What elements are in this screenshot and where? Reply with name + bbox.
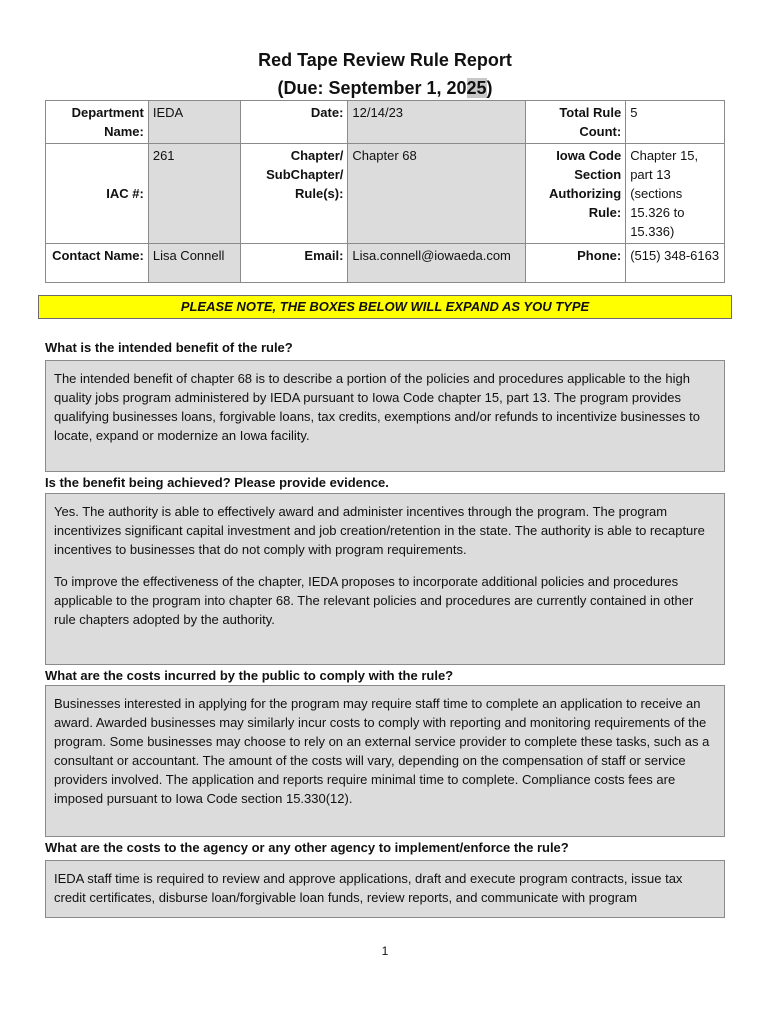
iac-label: IAC #: xyxy=(46,144,149,244)
total-rule-label: Total Rule Count: xyxy=(526,101,626,144)
phone-value[interactable]: (515) 348-6163 xyxy=(626,244,725,283)
iowa-code-value[interactable]: Chapter 15, part 13 (sections 15.326 to 15.336) xyxy=(626,144,725,244)
report-due-date xyxy=(0,78,770,99)
contact-value[interactable]: Lisa Connell xyxy=(148,244,240,283)
phone-label: Phone: xyxy=(526,244,626,283)
expand-note-banner: PLEASE NOTE, THE BOXES BELOW WILL EXPAND AS YOU TYPE xyxy=(38,295,732,319)
page-number: 1 xyxy=(381,944,389,958)
date-value[interactable]: 12/14/23 xyxy=(348,101,526,144)
answer-paragraph: Businesses interested in applying for the program may require staff time to complete an application to receive an award. Awarded businesses may similarly incur costs to comply with reporting and monitoring requirements of the program. Some businesses may choose to rely on an external service provider to complete these tasks, such as a consultant or accountant. The amount of the costs will vary, depending on the compensation of staff or service providers involved. The application and reports require minimal time to complete. Compliance costs fees are imposed pursuant to Iowa Code section 15.330(12). xyxy=(54,696,710,806)
question-agency-costs: What are the costs to the agency or any other agency to implement/enforce the rule? xyxy=(45,840,569,855)
contact-label: Contact Name: xyxy=(46,244,149,283)
chapter-label: Chapter/ SubChapter/ Rule(s): xyxy=(240,144,348,244)
email-label: Email: xyxy=(240,244,348,283)
answer-paragraph: Yes. The authority is able to effectively award and administer incentives through the program. The program incentivizes significant capital investment and job creation/retention in the state. The authority is able to recapture incentives to businesses that do not comply with program requirements. xyxy=(54,504,705,557)
answer-agency-costs[interactable] xyxy=(45,860,725,918)
answer-public-costs[interactable] xyxy=(45,685,725,837)
chapter-value[interactable]: Chapter 68 xyxy=(348,144,526,244)
answer-intended-benefit[interactable] xyxy=(45,360,725,472)
email-value[interactable]: Lisa.connell@iowaeda.com xyxy=(348,244,526,283)
total-rule-value[interactable]: 5 xyxy=(626,101,725,144)
iowa-code-label: Iowa Code Section Authorizing Rule: xyxy=(526,144,626,244)
report-title: Red Tape Review Rule Report xyxy=(258,50,512,70)
iac-value[interactable]: 261 xyxy=(148,144,240,244)
answer-paragraph: IEDA staff time is required to review and approve applications, draft and execute program contracts, issue tax credit certificates, disburse loan/forgivable loan funds, review reports, and communicate with program xyxy=(54,871,683,905)
question-benefit-achieved: Is the benefit being achieved? Please provide evidence. xyxy=(45,475,389,490)
header-info-table xyxy=(45,100,725,283)
due-date-prefix: (Due: September 1, 20 xyxy=(277,78,467,98)
question-public-costs: What are the costs incurred by the public to comply with the rule? xyxy=(45,668,454,683)
answer-benefit-achieved[interactable] xyxy=(45,493,725,665)
department-value[interactable]: IEDA xyxy=(148,101,240,144)
due-date-highlight: 25 xyxy=(466,78,487,98)
department-label: Department Name: xyxy=(46,101,149,144)
answer-paragraph: To improve the effectiveness of the chapter, IEDA proposes to incorporate additional policies and procedures applicable to the program into chapter 68. The relevant policies and procedures are currently contained in other rule chapters adopted by the authority. xyxy=(54,574,694,627)
due-date-suffix: ) xyxy=(486,78,493,98)
date-label: Date: xyxy=(240,101,348,144)
question-intended-benefit: What is the intended benefit of the rule? xyxy=(45,340,293,355)
answer-paragraph: The intended benefit of chapter 68 is to describe a portion of the policies and procedures applicable to the high quality jobs program administered by IEDA pursuant to Iowa Code chapter 15, part 13. The program provides qualifying businesses loans, forgivable loans, tax credits, exemptions and/or refunds to incentivize businesses to locate, expand or modernize an Iowa facility. xyxy=(54,371,701,443)
